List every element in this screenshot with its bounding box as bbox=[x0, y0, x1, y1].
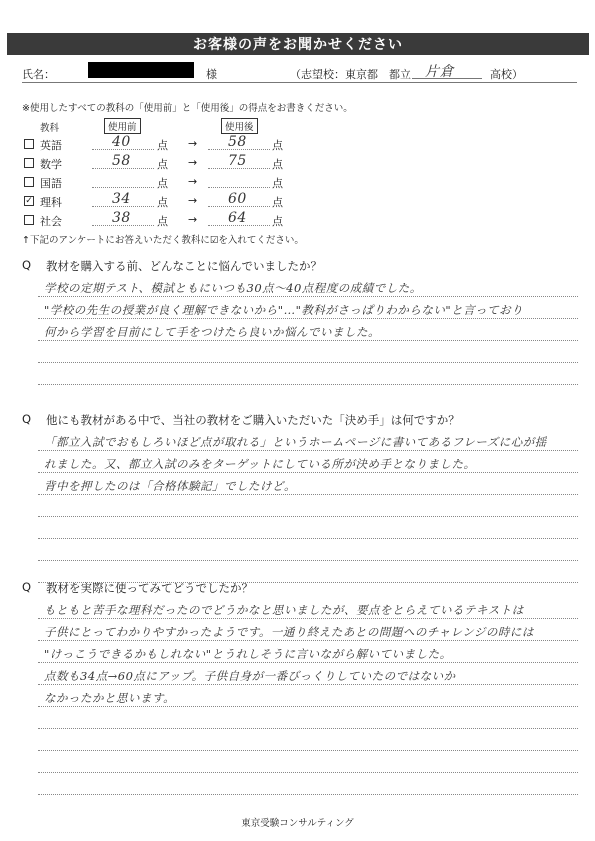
redacted-name bbox=[88, 62, 194, 78]
score-after: 64 bbox=[228, 210, 247, 226]
answer-line bbox=[38, 706, 578, 707]
unit-label: 点 bbox=[157, 158, 168, 171]
answer-line bbox=[38, 516, 578, 517]
unit-label: 点 bbox=[272, 215, 283, 228]
answer-line bbox=[38, 340, 578, 341]
score-after: 75 bbox=[228, 153, 247, 169]
score-before: 40 bbox=[112, 134, 131, 150]
score-after-line bbox=[208, 225, 270, 226]
answer-line bbox=[38, 794, 578, 795]
score-after-line bbox=[208, 187, 270, 188]
answer-line bbox=[38, 362, 578, 363]
unit-label: 点 bbox=[272, 158, 283, 171]
col-subject-header: 教科 bbox=[40, 123, 60, 134]
score-note: ※使用したすべての教科の「使用前」と「使用後」の得点をお書きください。 bbox=[22, 103, 353, 114]
unit-label: 点 bbox=[157, 139, 168, 152]
question-text: 他にも教材がある中で、当社の教材をご購入いただいた「決め手」は何ですか？ bbox=[46, 413, 460, 427]
school-name: 片倉 bbox=[425, 64, 454, 80]
answer-line bbox=[38, 728, 578, 729]
page-title: お客様の声をお聞かせください bbox=[7, 33, 589, 55]
score-before: 34 bbox=[112, 191, 131, 207]
score-before-line bbox=[92, 225, 154, 226]
name-label: 氏名： bbox=[22, 68, 55, 81]
school-prefix: （志望校：東京都 都立 bbox=[290, 68, 411, 81]
answer-text: もともと苦手な理科だったのでどうかなと思いましたが、要点をとらえているテキストは bbox=[44, 603, 524, 617]
arrow: → bbox=[188, 156, 198, 169]
arrow: → bbox=[188, 194, 198, 207]
answer-text: 背中を押したのは「合格体験記」でしたけど。 bbox=[44, 479, 296, 493]
answer-text: 子供にとってわかりやすかったようです。一通り終えたあとの問題へのチャレンジの時には bbox=[44, 625, 534, 639]
score-after-line bbox=[208, 206, 270, 207]
score-before-line bbox=[92, 168, 154, 169]
school-suffix: 高校） bbox=[490, 68, 523, 81]
answer-line bbox=[38, 560, 578, 561]
answer-line bbox=[38, 450, 578, 451]
subject-name: 理科 bbox=[40, 196, 62, 209]
unit-label: 点 bbox=[157, 196, 168, 209]
answer-line bbox=[38, 494, 578, 495]
answer-text: なかったかと思います。 bbox=[44, 691, 176, 705]
answer-line bbox=[38, 472, 578, 473]
score-before: 38 bbox=[112, 210, 131, 226]
honorific: 様 bbox=[206, 68, 217, 81]
answer-line bbox=[38, 640, 578, 641]
subject-checkbox[interactable] bbox=[24, 215, 34, 225]
answer-text: 何から学習を目前にして手をつけたら良いか悩んでいました。 bbox=[44, 325, 380, 339]
answer-line bbox=[38, 684, 578, 685]
answer-text: 点数も34点→60点にアップ。子供自身が一番びっくりしていたのではないか bbox=[44, 669, 456, 683]
answer-line bbox=[38, 662, 578, 663]
answer-text: れました。又、都立入試のみをターゲットにしている所が決め手となりました。 bbox=[44, 457, 476, 471]
score-before: 58 bbox=[112, 153, 131, 169]
answer-line bbox=[38, 538, 578, 539]
question-text: 教材を購入する前、どんなことに悩んでいましたか？ bbox=[46, 259, 322, 273]
question-marker: Q bbox=[22, 580, 32, 594]
answer-text: 「都立入試でおもしろいほど点が取れる」というホームページに書いてあるフレーズに心が揺 bbox=[44, 435, 547, 449]
answer-line bbox=[38, 296, 578, 297]
subject-name: 数学 bbox=[40, 158, 62, 171]
subject-name: 国語 bbox=[40, 177, 62, 190]
unit-label: 点 bbox=[272, 139, 283, 152]
answer-line bbox=[38, 772, 578, 773]
school-underline bbox=[412, 78, 482, 79]
name-row-rule bbox=[22, 82, 577, 83]
subject-checkbox[interactable] bbox=[24, 177, 34, 187]
answer-line bbox=[38, 384, 578, 385]
answer-text: "学校の先生の授業が良く理解できないから"…"教科がさっぱりわからない"と言っており bbox=[44, 303, 524, 317]
question-marker: Q bbox=[22, 258, 32, 272]
col-after-header: 使用後 bbox=[221, 118, 258, 134]
arrow: → bbox=[188, 213, 198, 226]
answer-line bbox=[38, 318, 578, 319]
score-before-line bbox=[92, 206, 154, 207]
unit-label: 点 bbox=[157, 177, 168, 190]
unit-label: 点 bbox=[272, 196, 283, 209]
answer-text: "けっこうできるかもしれない"とうれしそうに言いながら解いていました。 bbox=[44, 647, 452, 661]
question-text: 教材を実際に使ってみてどうでしたか？ bbox=[46, 581, 253, 595]
score-after: 58 bbox=[228, 134, 247, 150]
subject-name: 英語 bbox=[40, 139, 62, 152]
unit-label: 点 bbox=[272, 177, 283, 190]
score-before-line bbox=[92, 149, 154, 150]
answer-line bbox=[38, 618, 578, 619]
score-after-line bbox=[208, 168, 270, 169]
col-before-header: 使用前 bbox=[104, 118, 141, 134]
survey-note: ↑下記のアンケートにお答えいただく教科に☑を入れてください。 bbox=[22, 235, 304, 246]
footer-company: 東京受験コンサルティング bbox=[241, 818, 354, 829]
answer-line bbox=[38, 750, 578, 751]
subject-checkbox[interactable] bbox=[24, 139, 34, 149]
subject-name: 社会 bbox=[40, 215, 62, 228]
score-before-line bbox=[92, 187, 154, 188]
arrow: → bbox=[188, 137, 198, 150]
arrow: → bbox=[188, 175, 198, 188]
unit-label: 点 bbox=[157, 215, 168, 228]
answer-text: 学校の定期テスト、模試ともにいつも30点〜40点程度の成績でした。 bbox=[44, 281, 422, 295]
score-after: 60 bbox=[228, 191, 247, 207]
score-after-line bbox=[208, 149, 270, 150]
question-marker: Q bbox=[22, 412, 32, 426]
subject-checkbox[interactable] bbox=[24, 158, 34, 168]
subject-checkbox[interactable]: ✓ bbox=[25, 196, 33, 206]
